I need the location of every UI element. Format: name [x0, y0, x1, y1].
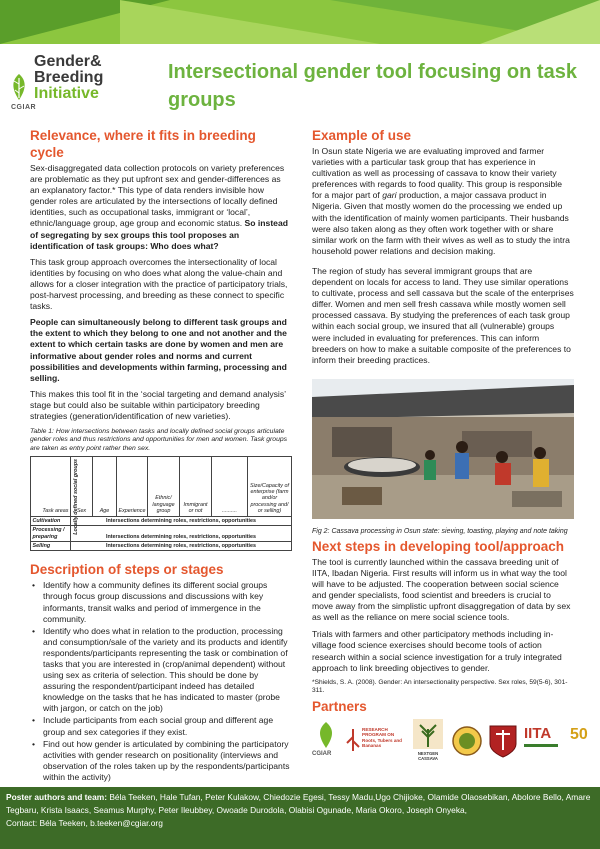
cgiar-partner-logo: CGIAR — [312, 721, 340, 761]
list-item: • Include participants from each social group and different age group and sex categories if they exist. — [32, 715, 292, 737]
row-label-processing: Processing / preparing — [31, 526, 71, 542]
cgiar-leaf-icon — [315, 721, 337, 749]
table-header-immigrant: Immigrant or not — [179, 457, 211, 516]
table-header-size: Size/Capacity of enterprise (farm and/or processing and/ or selling) — [247, 457, 291, 516]
table-header-experience: Experience — [117, 457, 148, 516]
partners-logos — [312, 719, 588, 763]
row-label-selling: Selling — [31, 541, 71, 550]
list-item: • Find out how gender is articulated by combining the participatory activities with gender research on positionality (interviews and observation of the roles taken up by the respondents/participants within the activity) — [32, 739, 292, 783]
logo-line-3: Initiative — [34, 85, 99, 102]
table-header-row — [31, 457, 292, 516]
steps-list — [30, 580, 292, 783]
vertical-header-social-groups: Locally defined social groups — [73, 459, 79, 536]
round-partner-logo-1 — [452, 726, 482, 756]
poster-title: Intersectional gender tool focusing on task groups — [168, 61, 577, 111]
cgiar-leaf-icon — [8, 72, 30, 102]
logo-line-2: Breeding — [34, 69, 104, 86]
relevance-paragraph-4: This makes this tool fit in the ‘social targeting and demand analysis’ stage but could also be suitable within participatory breeding strategies (generation/identification of new varieties). — [30, 388, 286, 421]
reference: *Shields, S. A. (2008). Gender: An intersectionality perspective. Sex roles, 59(5-6), 301-311. — [312, 678, 568, 695]
footer-contact: Contact: Béla Teeken, b.teeken@cgiar.org — [6, 818, 163, 829]
top-decorative-band — [0, 0, 600, 44]
example-paragraph-1: In Osun state Nigeria we are evaluating improved and farmer varieties with a particular task group that has experience in cultivation as well as processing of cassava to know their variety preferences with regards to food quality. This group is responsible for a major part of gari production, a major cassava product in Nigeria. Given that mostly women do the processing we ended up with the identification of mainly women participants. Their husbands were also taken along as they often work together with or share similar work on the farm with their wives as well as to study the intra household power relations and decision making. — [312, 146, 570, 256]
relevance-paragraph-2: This task group approach overcomes the intersectionality of local identities by focusing on who does what along the value-chain and allows for a closer integration with the practice of participatory trials, post-harvest processing, and breeding as these connect to specific tasks. — [30, 256, 288, 312]
task-groups-table — [30, 456, 292, 551]
gender-breeding-initiative-logo — [8, 50, 128, 116]
relevance-heading: Relevance, where it fits in breeding cycle — [30, 128, 256, 160]
logo-cgiar-text: CGIAR — [11, 104, 37, 111]
relevance-paragraph-1: Sex-disaggregated data collection protocols on variety preferences are problematic as they put upfront sex and gender-differences as an explanatory factor.* This type of data renders invisible how gender roles are articulated by the intersections of locally defined identities, such as occupational tasks, immigrant or ‘local’, ethnic/language group, age group and economic status. So instead of segregating by sex groups this tool proposes an identification of task groups: Who does what? — [30, 163, 288, 251]
row-label-cultivation: Cultivation — [31, 516, 71, 525]
next-steps-heading: Next steps in developing tool/approach — [312, 538, 565, 554]
example-paragraph-2: The region of study has several immigrant groups that are dependent on locals for access to land. They use similar operations to cultivate, process and sell cassava but the scale of the enterprises differ. Women and men sell fresh cassava while mostly women sell processed cassava. By studying the preferences of each task group within each social group, we insured that all (vulnerable) groups were included in evaluating for preferences. This can inform breeders on how to make a suitable composite of the preferences to inform their breeding practices. — [312, 265, 574, 365]
relevance-paragraph-3: People can simultaneously belong to different task groups and the extent to which they belong to one and not another and the extent to which certain tasks are done by women and men are informative about gender roles and norms and current possibilities and developments within farming, processing and selling. — [30, 317, 287, 383]
table-row — [31, 541, 292, 550]
nextgen-partner-logo: NEXTGEN CASSAVA — [410, 719, 446, 763]
round-partner-logo-2 — [488, 724, 518, 758]
cassava-processing-photo — [312, 379, 574, 519]
table-row — [31, 526, 292, 542]
table-header-age: Age — [93, 457, 117, 516]
rtb-root-icon — [346, 729, 360, 751]
left-column — [30, 127, 292, 784]
partners-heading: Partners — [312, 698, 367, 714]
next-steps-paragraph-2: Trials with farmers and other participatory methods including in-village food science exercises should become tools of action research within a social science investigation for a truly integrated approach to link breeding objectives to gender. — [312, 629, 562, 673]
table-header-dots: .......... — [211, 457, 247, 516]
steps-heading: Description of steps or stages — [30, 562, 224, 578]
row-cell: Intersections determining roles, restrictions, opportunities — [71, 526, 292, 542]
iita-50-years-logo: 50 — [570, 725, 588, 743]
example-heading: Example of use — [312, 128, 412, 143]
cassava-plant-icon — [413, 719, 443, 749]
table-header-sex: Locally defined social groups Sex — [71, 457, 93, 516]
list-item: • Identify who does what in relation to the production, processing and consumption/sale of the variety and its products and identify respondents/participants representing the task or combination of tasks that you are interested in (crop/animal dependent) without using sex as criteria of selection. This should be done by assuring the respondent/participant indeed has detailed knowledge on the tasks that he has indicated to master (probe with jargon, or catch on the job) — [32, 626, 292, 715]
row-cell: Intersections determining roles, restrictions, opportunities — [71, 541, 292, 550]
logo-line-1: Gender& — [34, 53, 102, 70]
table-row — [31, 516, 292, 525]
row-cell: Intersections determining roles, restrictions, opportunities — [71, 516, 292, 525]
footer-authors-text: Poster authors and team: Béla Teeken, Hale Tufan, Peter Kulakow, Chiedozie Egesi, Tessy Madu,Ugo Chijioke, Olamide Olaosebikan, Abolore Bello, Amare Tegbaru, Krista Isaacs, Seamus Murphy, Peter Ileubbey, Owoade Durodola, Olabisi Ogunade, Maria Okoro, Joseph Onyeka, — [6, 792, 591, 816]
next-steps-paragraph-1: The tool is currently launched within the cassava breeding unit of IITA, Ibadan Nigeria. First results will inform us in what way the tool will have to be adjusted. The cooperation between social science and gender specialists, food scientist and breeders is crucial to move away from the simplistic upfront disaggregation of data by sex as well as the reliance on mere social science tools. — [312, 556, 571, 623]
iita-partner-logo: IITA — [524, 726, 564, 756]
list-item: • Identify how a community defines its different social groups through focus group discussions and discussions with key informants, transit walks and period of immergence in the community. — [32, 580, 292, 624]
right-column — [312, 127, 588, 763]
figure-caption: Fig 2: Cassava processing in Osun state: sieving, toasting, playing and note taking — [312, 527, 568, 535]
table-header-ethnic: Ethnic/ language group — [147, 457, 179, 516]
footer-authors — [0, 787, 600, 849]
rtb-partner-logo: RESEARCH PROGRAM ON Roots, Tubers and Bananas — [346, 721, 404, 761]
table-header-task-areas: Task areas — [31, 457, 71, 516]
table-caption: Table 1: How intersections between tasks and locally defined social groups articulate gender roles and thus restrictions and opportunities for men and women. Task groups are taken as entry point rather then sex. — [30, 428, 288, 452]
